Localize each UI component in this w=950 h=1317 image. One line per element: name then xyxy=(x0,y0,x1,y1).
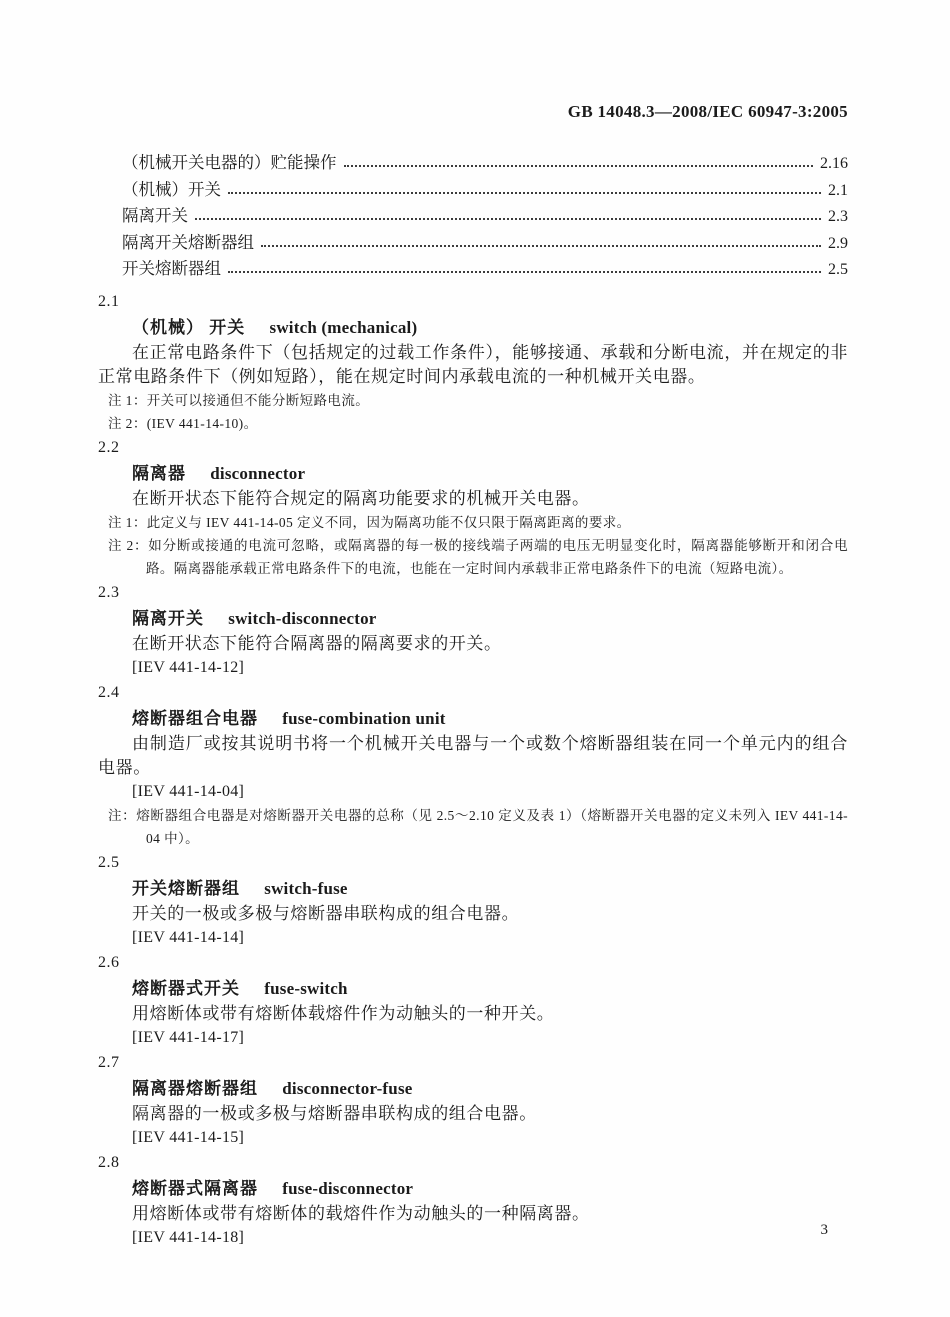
index-entry xyxy=(98,177,848,204)
section-2-4 xyxy=(98,680,848,850)
section-2-5 xyxy=(98,850,848,950)
section-number: 2.3 xyxy=(98,583,120,601)
term-en: switch-fuse xyxy=(264,878,348,898)
definition: 用熔断体或带有熔断体载熔件作为动触头的一种开关。 xyxy=(132,1003,555,1023)
section-2-2 xyxy=(98,435,848,580)
iev-reference: [IEV 441-14-12] xyxy=(132,658,245,676)
section-2-6 xyxy=(98,950,848,1050)
term-row xyxy=(98,1076,848,1102)
index-entry xyxy=(98,230,848,257)
page-number: 3 xyxy=(820,1222,828,1238)
note: 注 2：如分断或接通的电流可忽略，或隔离器的每一极的接线端子两端的电压无明显变化时，隔离器能够断开和闭合电路。隔离器能承载正常电路条件下的电流，也能在一定时间内承载非正常电路条件下的电流（短路电流）。 xyxy=(108,537,848,576)
term-en: fuse-disconnector xyxy=(282,1178,414,1198)
iev-reference: [IEV 441-14-14] xyxy=(132,928,245,946)
definition: 开关的一极或多极与熔断器串联构成的组合电器。 xyxy=(132,903,520,923)
term-en: fuse-switch xyxy=(264,978,348,998)
term-cn: 熔断器式隔离器 xyxy=(132,1178,258,1198)
definition: 用熔断体或带有熔断体的载熔件作为动触头的一种隔离器。 xyxy=(132,1203,590,1223)
section-number: 2.5 xyxy=(98,853,120,871)
term-en: disconnector xyxy=(210,463,306,483)
index-ref: 2.3 xyxy=(828,208,848,225)
dotted-leader xyxy=(344,165,814,167)
index-entry xyxy=(98,203,848,230)
term-cn: 开关熔断器组 xyxy=(132,878,240,898)
dotted-leader xyxy=(228,271,821,273)
index-list xyxy=(98,150,848,283)
section-number: 2.7 xyxy=(98,1053,120,1071)
index-ref: 2.16 xyxy=(820,155,848,172)
section-2-1 xyxy=(98,289,848,435)
note: 注 2：(IEV 441-14-10)。 xyxy=(108,415,258,431)
term-row xyxy=(98,461,848,487)
term-cn: 熔断器式开关 xyxy=(132,978,240,998)
term-cn: 隔离器 xyxy=(132,463,186,483)
index-ref: 2.1 xyxy=(828,181,848,199)
index-term: 隔离开关 xyxy=(122,206,188,225)
term-row xyxy=(98,315,848,341)
iev-reference: [IEV 441-14-04] xyxy=(132,782,245,800)
section-2-8 xyxy=(98,1150,848,1250)
term-row xyxy=(98,876,848,902)
section-2-3 xyxy=(98,580,848,680)
section-number: 2.2 xyxy=(98,438,120,456)
iev-reference: [IEV 441-14-18] xyxy=(132,1228,245,1246)
section-number: 2.1 xyxy=(98,292,120,310)
term-en: fuse-combination unit xyxy=(282,708,446,728)
term-row xyxy=(98,706,848,732)
index-term: 隔离开关熔断器组 xyxy=(122,232,254,252)
section-number: 2.4 xyxy=(98,683,120,701)
index-entry xyxy=(98,150,848,177)
definition: 在正常电路条件下（包括规定的过载工作条件），能够接通、承载和分断电流，并在规定的非正常电路条件下（例如短路），能在规定时间内承载电流的一种机械开关电器。 xyxy=(98,342,848,386)
term-row xyxy=(98,606,848,632)
term-en: switch (mechanical) xyxy=(269,317,418,337)
index-term: （机械）开关 xyxy=(122,179,221,199)
note: 注 1：此定义与 IEV 441-14-05 定义不同，因为隔离功能不仅只限于隔离距离的要求。 xyxy=(108,514,631,530)
term-cn: （机械） 开关 xyxy=(132,317,246,337)
definition: 由制造厂或按其说明书将一个机械开关电器与一个或数个熔断器组装在同一个单元内的组合电器。 xyxy=(98,733,848,777)
definition: 在断开状态下能符合规定的隔离功能要求的机械开关电器。 xyxy=(132,488,590,508)
term-en: switch-disconnector xyxy=(228,608,377,628)
term-row xyxy=(98,1176,848,1202)
index-ref: 2.5 xyxy=(828,261,848,278)
section-number: 2.8 xyxy=(98,1153,120,1171)
section-2-7 xyxy=(98,1050,848,1150)
dotted-leader xyxy=(195,218,821,220)
term-cn: 隔离开关 xyxy=(132,608,204,628)
term-cn: 熔断器组合电器 xyxy=(132,708,258,728)
term-en: disconnector-fuse xyxy=(282,1078,413,1098)
term-row xyxy=(98,976,848,1002)
definition: 在断开状态下能符合隔离器的隔离要求的开关。 xyxy=(132,633,502,653)
dotted-leader xyxy=(261,245,821,247)
section-number: 2.6 xyxy=(98,953,120,971)
term-cn: 隔离器熔断器组 xyxy=(132,1078,258,1098)
standard-code: GB 14048.3—2008/IEC 60947-3:2005 xyxy=(567,102,848,121)
index-term: （机械开关电器的）贮能操作 xyxy=(122,153,337,172)
note: 注：熔断器组合电器是对熔断器开关电器的总称（见 2.5～2.10 定义及表 1）（熔断器开关电器的定义未列入 IEV 441-14-04 中）。 xyxy=(108,807,848,846)
dotted-leader xyxy=(228,192,821,194)
definition: 隔离器的一极或多极与熔断器串联构成的组合电器。 xyxy=(132,1103,537,1123)
note: 注 1：开关可以接通但不能分断短路电流。 xyxy=(108,392,370,408)
iev-reference: [IEV 441-14-17] xyxy=(132,1028,245,1046)
iev-reference: [IEV 441-14-15] xyxy=(132,1128,245,1146)
index-entry xyxy=(98,256,848,283)
index-ref: 2.9 xyxy=(828,234,848,252)
index-term: 开关熔断器组 xyxy=(122,259,221,278)
